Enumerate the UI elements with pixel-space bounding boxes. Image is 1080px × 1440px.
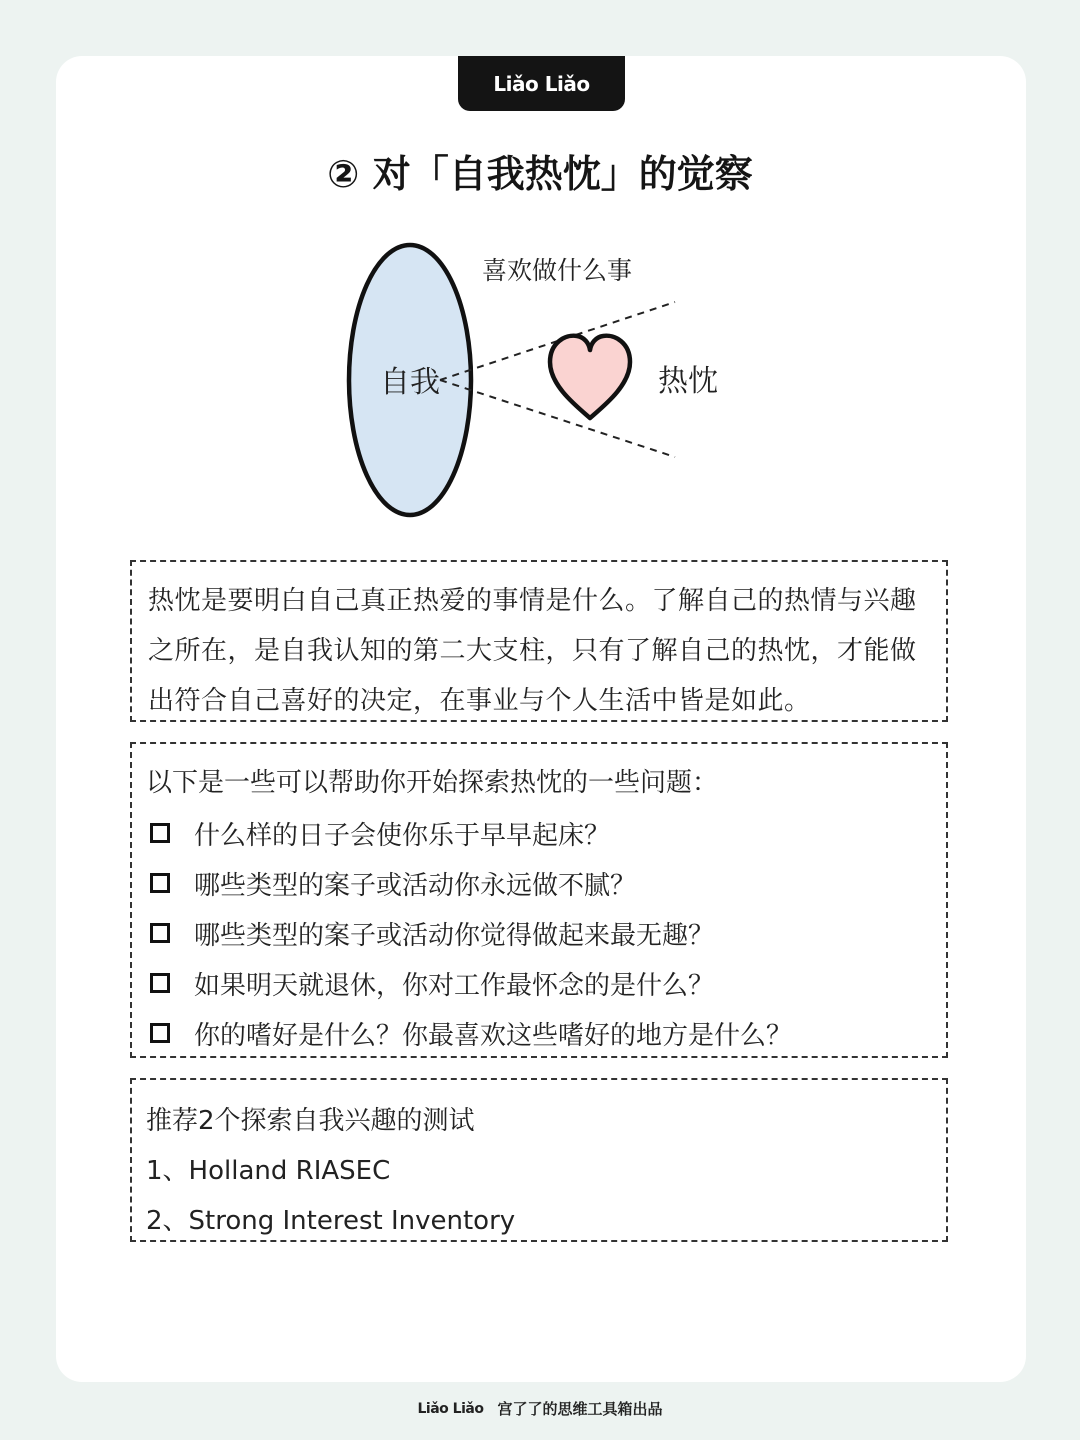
checkbox-icon <box>150 823 170 843</box>
self-label: 自我 <box>380 365 440 400</box>
question-text: 如果明天就退休，你对工作最怀念的是什么？ <box>194 970 715 1001</box>
question-item <box>146 958 930 1008</box>
checkbox-icon <box>150 973 170 993</box>
intro-paragraph: 热忱是要明白自己真正热爱的事情是什么。了解自己的热情与兴趣之所在，是自我认知的第二大支柱，只有了解自己的热忱，才能做出符合自己喜好的决定，在事业与个人生活中皆是如此。 <box>148 586 917 716</box>
footer-text: 宫了了的思维工具箱出品 <box>497 1400 663 1418</box>
question-text: 什么样的日子会使你乐于早早起床？ <box>194 820 611 851</box>
test-item: 2、Strong Interest Inventory <box>146 1206 516 1236</box>
question-item <box>146 858 930 908</box>
tests-heading: 推荐2个探索自我兴趣的测试 <box>146 1106 475 1136</box>
top-label: 喜欢做什么事 <box>482 256 633 285</box>
question-text: 哪些类型的案子或活动你永远做不腻？ <box>194 870 637 901</box>
questions-box <box>130 742 948 1058</box>
heart-icon <box>550 336 630 418</box>
test-item: 1、Holland RIASEC <box>146 1156 391 1186</box>
brand-logo: Liǎo Liǎo <box>493 71 590 96</box>
footer <box>0 1398 1080 1419</box>
dashed-line-lower <box>440 380 675 457</box>
checkbox-icon <box>150 923 170 943</box>
checkbox-icon <box>150 873 170 893</box>
page-title: ② 对「自我热忱」的觉察 <box>327 152 753 196</box>
self-passion-diagram <box>330 235 750 535</box>
question-item <box>146 1008 930 1058</box>
intro-box <box>130 560 948 722</box>
footer-logo: Liǎo Liǎo <box>417 1400 484 1417</box>
question-text: 你的嗜好是什么？你最喜欢这些嗜好的地方是什么？ <box>194 1020 793 1051</box>
passion-label: 热忱 <box>658 364 718 399</box>
question-item <box>146 808 930 858</box>
brand-logo-tab <box>458 56 625 111</box>
question-item <box>146 908 930 958</box>
question-text: 哪些类型的案子或活动你觉得做起来最无趣？ <box>194 920 715 951</box>
checkbox-icon <box>150 1023 170 1043</box>
questions-heading: 以下是一些可以帮助你开始探索热忱的一些问题： <box>146 768 719 798</box>
tests-box <box>130 1078 948 1242</box>
